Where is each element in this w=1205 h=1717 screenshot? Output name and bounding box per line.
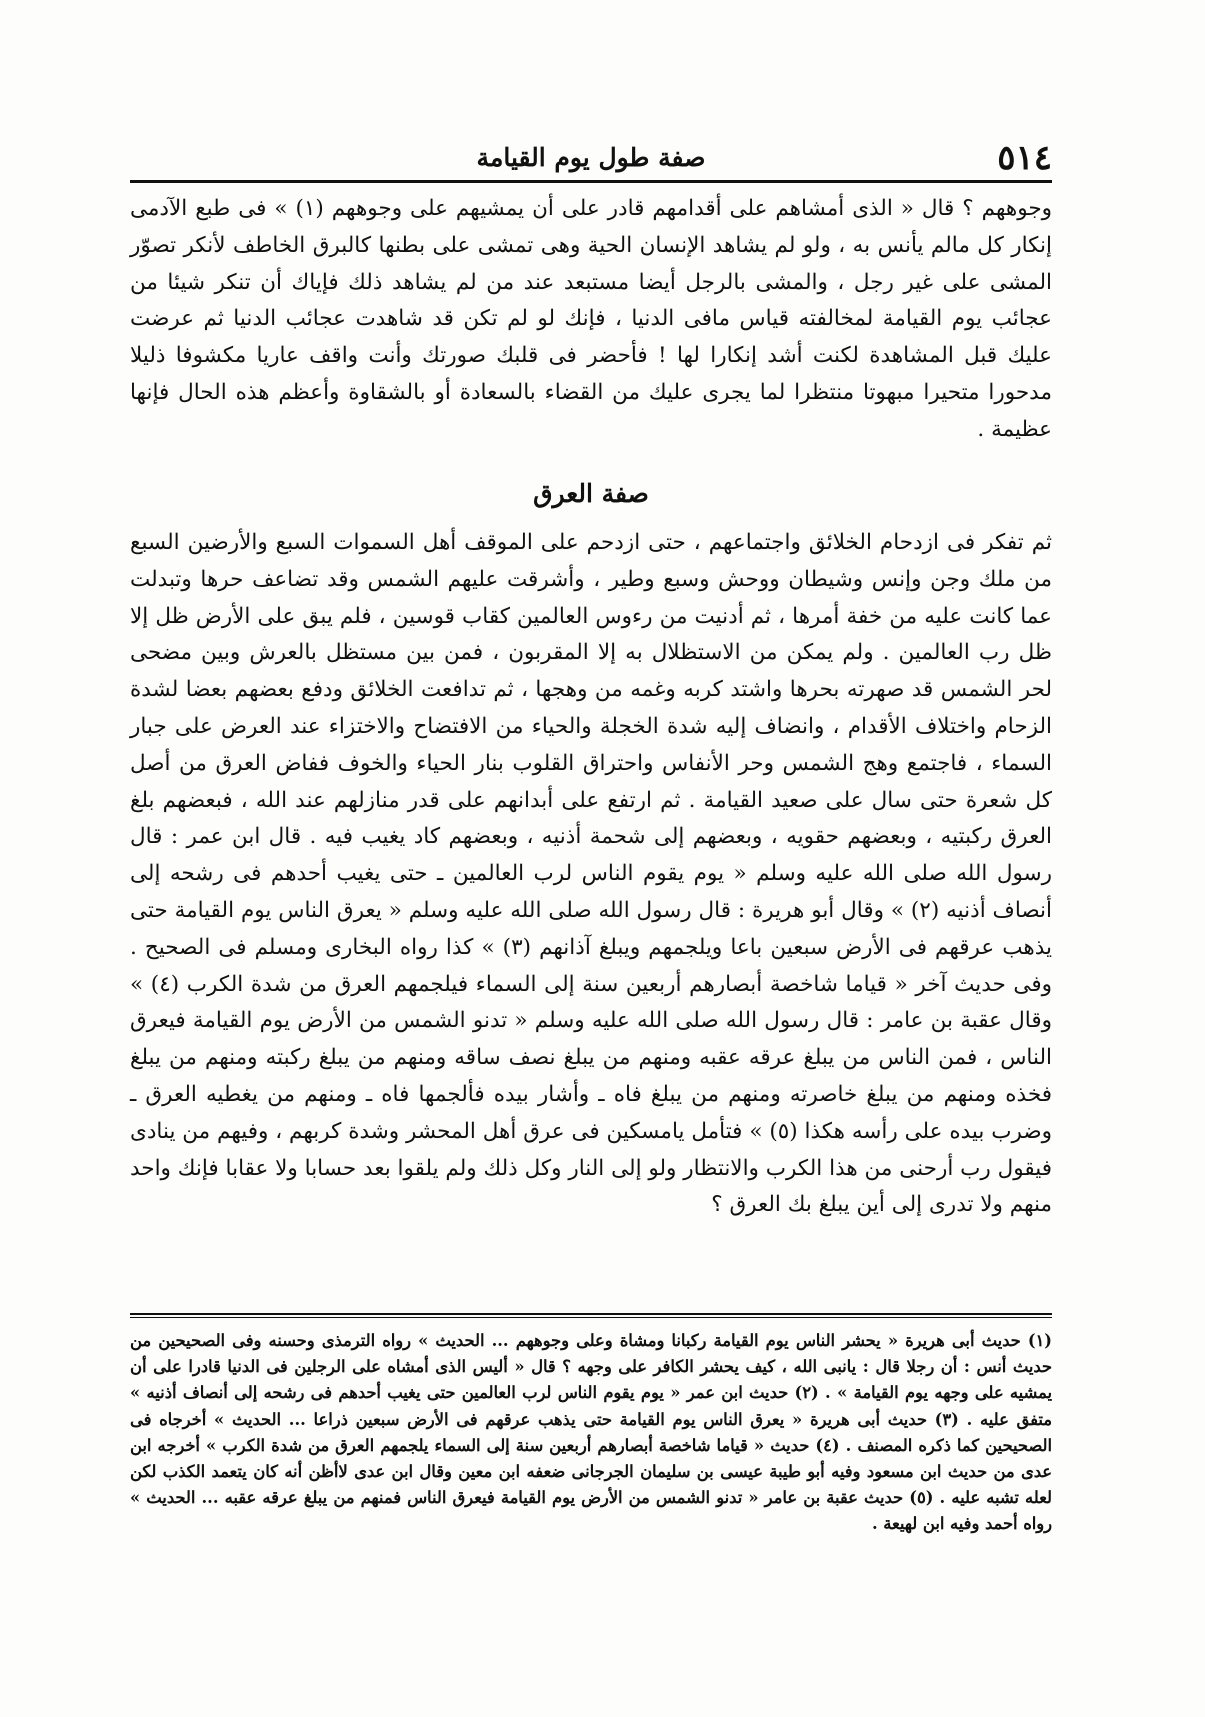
body-paragraph-2: ثم تفكر فى ازدحام الخلائق واجتماعهم ، حتى ازدحم على الموقف أهل السموات السبع والأرضين السبع من ملك وجن وإنس وشيطان ووحش وسبع وطير ، وأشرقت عليهم الشمس وقد تضاعف حرها وتبدلت عما كانت عليه من خفة أمرها ، ثم أدنيت من رءوس العالمين كقاب قوسين ، فلم يبق على الأرض ظل إلا ظل رب العالمين . ولم يمكن من الاستظلال به إلا المقربون ، فمن بين مستظل بالعرش وبين مضحى لحر الشمس قد صهرته بحرها واشتد كربه وغمه من وهجها ، ثم تدافعت الخلائق ودفع بعضهم بعضا لشدة الزحام واختلاف الأقدام ، وانضاف إليه شدة الخجلة والحياء من الافتضاح والاختزاء عند العرض على جبار السماء ، فاجتمع وهج الشمس وحر الأنفاس واحتراق القلوب بنار الحياء والخوف ففاض العرق من أصل كل شعرة حتى سال على صعيد القيامة . ثم ارتفع على أبدانهم على قدر منازلهم عند الله ، فبعضهم بلغ العرق ركبتيه ، وبعضهم حقويه ، وبعضهم إلى شحمة أذنيه ، وبعضهم كاد يغيب فيه . قال ابن عمر : قال رسول الله صلى الله عليه وسلم « يوم يقوم الناس لرب العالمين ـ حتى يغيب أحدهم فى رشحه إلى أنصاف أذنيه (٢) » وقال أبو هريرة : قال رسول الله صلى الله عليه وسلم « يعرق الناس يوم القيامة حتى يذهب عرقهم فى الأرض سبعين باعا ويلجمهم ويبلغ آذانهم (٣) » كذا رواه البخارى ومسلم فى الصحيح . وفى حديث آخر « قياما شاخصة أبصارهم أربعين سنة إلى السماء فيلجمهم العرق من شدة الكرب (٤) » وقال عقبة بن عامر : قال رسول الله صلى الله عليه وسلم « تدنو الشمس من الأرض يوم القيامة فيعرق الناس ، فمن الناس من يبلغ عرقه عقبه ومنهم من يبلغ نصف ساقه ومنهم من يبلغ ركبته ومنهم من يبلغ فخذه ومنهم من يبلغ خاصرته ومنهم من يبلغ فاه ـ وأشار بيده فألجمها فاه ـ ومنهم من يغطيه العرق ـ وضرب بيده على رأسه هكذا (٥) » فتأمل يامسكين فى عرق أهل المحشر وشدة كربهم ، وفيهم من ينادى فيقول رب أرحنى من هذا الكرب والانتظار ولو إلى النار وكل ذلك ولم يلقوا بعد حسابا ولا عقابا فإنك واحد منهم ولا تدرى إلى أين يبلغ بك العرق ؟	[130, 530, 1052, 1218]
page-header	[130, 136, 1052, 180]
running-title: صفة طول يوم القيامة	[476, 143, 706, 172]
footnotes: (١) حديث أبى هريرة « يحشر الناس يوم القيامة ركبانا ومشاة وعلى وجوههم ... الحديث » رواه الترمذى وحسنه وفى الصحيحين من حديث أنس : أن رجلا قال : يانبى الله ، كيف يحشر الكافر على وجهه ؟ قال « أليس الذى أمشاه على الرجلين فى الدنيا قادرا على أن يمشيه على وجهه يوم القيامة » . (٢) حديث ابن عمر « يوم يقوم الناس لرب العالمين حتى يغيب أحدهم فى رشحه إلى أنصاف أذنيه » متفق عليه . (٣) حديث أبى هريرة « يعرق الناس يوم القيامة حتى يذهب عرقهم فى الأرض سبعين ذراعا ... الحديث » أخرجاه فى الصحيحين كما ذكره المصنف . (٤) حديث « قياما شاخصة أبصارهم أربعين سنة إلى السماء يلجمهم العرق من شدة الكرب » أخرجه ابن عدى من حديث ابن مسعود وفيه أبو طيبة عيسى بن سليمان الجرجانى ضعفه ابن معين وقال ابن عدى لاأظن أنه كان يتعمد الكذب لكن لعله تشبه عليه . (٥) حديث عقبة بن عامر « تدنو الشمس من الأرض يوم القيامة فيعرق الناس فمنهم من يبلغ عرقه عقبه ... الحديث » رواه أحمد وفيه ابن لهيعة .	[130, 1331, 1052, 1534]
body-paragraph-1: وجوههم ؟ قال « الذى أمشاهم على أقدامهم قادر على أن يمشيهم على وجوههم (١) » فى طبع الآدمى إنكار كل مالم يأنس به ، ولو لم يشاهد الإنسان الحية وهى تمشى على بطنها كالبرق الخاطف لأنكر تصوّر المشى على غير رجل ، والمشى بالرجل أيضا مستبعد عند من لم يشاهد ذلك فإياك أن تنكر شيئا من عجائب يوم القيامة لمخالفته قياس مافى الدنيا ، فإنك لو لم تكن قد شاهدت عجائب الدنيا ثم عرضت عليك قبل المشاهدة لكنت أشد إنكارا لها ! فأحضر فى قلبك صورتك وأنت واقف عاريا مكشوفا ذليلا مدحورا متحيرا مبهوتا منتظرا لما يجرى عليك من القضاء بالسعادة أو بالشقاوة وأعظم هذه الحال فإنها عظيمة .	[130, 196, 1052, 442]
header-rule	[130, 180, 1052, 183]
footnote-divider	[130, 1313, 1052, 1318]
section-heading: صفة العرق	[533, 479, 649, 508]
page-number: ٥١٤	[997, 138, 1052, 178]
